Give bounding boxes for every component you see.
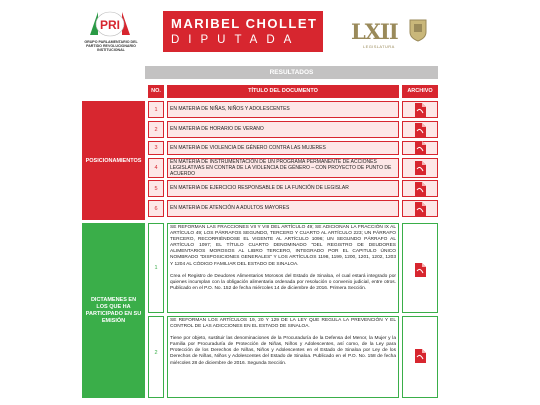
row-number: 6 xyxy=(154,205,158,212)
pri-logo xyxy=(84,8,136,38)
pdf-file-icon[interactable] xyxy=(404,121,436,138)
pdf-file-icon[interactable] xyxy=(404,180,436,197)
document-title[interactable]: EN MATERIA DE ATENCIÓN A ADULTOS MAYORES xyxy=(170,205,290,212)
column-header-file: ARCHIVO xyxy=(402,85,438,98)
document-title[interactable]: EN MATERIA DE VIOLENCIA DE GÉNERO CONTRA LAS MUJERES xyxy=(170,144,326,151)
row-number: 1 xyxy=(154,106,158,113)
dictamen-1-text xyxy=(167,225,399,292)
column-header-no: NO. xyxy=(148,85,164,98)
section-label-dictamenes: DICTAMENES EN LOS QUE HA PARTICIPADO EN SU EMISIÓN xyxy=(82,223,145,398)
document-title[interactable]: EN MATERIA DE NIÑAS, NIÑOS Y ADOLESCENTES xyxy=(170,106,290,113)
table-row xyxy=(145,141,438,155)
row-number: 1 xyxy=(154,265,158,271)
pri-logo-text: PRI xyxy=(99,18,121,32)
page-header xyxy=(0,0,540,62)
name-banner xyxy=(163,11,323,52)
party-caption: GRUPO PARLAMENTARIO DEL PARTIDO REVOLUCIONARIO INSTITUCIONAL xyxy=(84,40,138,53)
pdf-file-icon[interactable] xyxy=(404,141,436,155)
document-title[interactable]: EN MATERIA DE EJERCICIO RESPONSABLE DE LA FUNCIÓN DE LEGISLAR xyxy=(170,185,349,192)
deputy-name: MARIBEL CHOLLET xyxy=(171,16,318,31)
row-number: 4 xyxy=(154,165,158,171)
section-label-posicionamientos: POSICIONAMIENTOS xyxy=(82,101,145,220)
row-number: 2 xyxy=(154,350,158,356)
column-header-document: TÍTULO DEL DOCUMENTO xyxy=(167,85,399,98)
dictamen-2-title: SE REFORMAN LOS ARTÍCULOS 19, 20 Y 129 DE LA LEY QUE REGULA LA PREVENCIÓN Y EL CONTROL DE LAS ADICCIONES EN EL ESTADO DE SINALOA. xyxy=(170,318,396,330)
dictamen-2-body: Tiene por objeto, sustituir las denominaciones de la Procuraduría de la Defensa del Menor, la Mujer y la Familia por Procuraduría de Protección de Niñas, Niños y Adolescentes, así como, de la Ley para Protección de los Derechos de Niñas, Niños y Adolescentes en el Estado de Sinaloa por Ley de los Derechos de Niñas, Niños y Adolescentes del Estado de Sinaloa. Publicado en el P.O. No. 158 de fecha miércoles 28 de diciembre de 2016. Segunda Sección. xyxy=(170,336,396,366)
row-number: 2 xyxy=(154,126,158,133)
state-crest-icon xyxy=(408,18,428,42)
document-title[interactable]: EN MATERIA DE INSTRUMENTACIÓN DE UN PROGRAMA PERMANENTE DE ACCIONES LEGISLATIVAS EN CONTRA DE LA VIOLENCIA DE GÉNERO – CON PROYECTO DE PUNTO DE ACUERDO xyxy=(170,158,392,178)
pdf-file-icon[interactable] xyxy=(404,101,436,118)
green-cell-no-2 xyxy=(148,316,164,398)
table-row xyxy=(145,121,438,138)
row-number: 3 xyxy=(154,145,158,151)
legislature-logo xyxy=(351,17,411,51)
results-title: RESULTADOS xyxy=(145,66,438,79)
pdf-file-icon[interactable] xyxy=(414,349,426,368)
pdf-file-icon[interactable] xyxy=(404,200,436,217)
table-row xyxy=(145,158,438,178)
table-row xyxy=(145,200,438,217)
row-number: 5 xyxy=(154,185,158,192)
dictamen-1-body: Crea el Registro de Deudores Alimentarios Morosos del Estado de Sinaloa, el cual estará integrado por quienes incumplan con la obligación alimentaria ordenada por resolución o convenio judicial, entre otros. Publicado en el P.O. No. 152 de fecha miércoles 14 de diciembre de 2016. Primera Sección. xyxy=(170,273,396,291)
dictamen-2-text xyxy=(167,318,399,367)
legislature-mark: LXII xyxy=(351,19,398,44)
table-row xyxy=(145,180,438,197)
table-row xyxy=(145,101,438,118)
dictamen-1-title: SE REFORMAN LAS FRACCIONES VII Y VIII DEL ARTÍCULO 49; SE ADICIONAN LA FRACCIÓN IX AL ARTÍCULO 49; LOS PÁRRAFOS SEGUNDO, TERCERO Y CUARTO AL ARTÍCULO 223; UN PÁRRAFO TERCERO, RECORRIÉNDOSE EL VIGENTE AL ARTÍCULO 1096; UN SEGUNDO PÁRRAFO AL ARTÍCULO 1097; EL TÍTULO CUARTO DENOMINADO "DEL REGISTRO DE DEUDORES ALIMENTARIOS MOROSOS AL LIBRO TERCERO, INTEGRADO POR EL CAPITULO ÚNICO NOMBRADO "DISPOSICIONES GENERALES" Y LOS ARTÍCULOS 1198, 1199, 1200, 1201, 1202, 1203 Y 1204 AL CÓDIGO FAMILIAR DEL ESTADO DE SINALOA. xyxy=(170,225,396,267)
deputy-title: DIPUTADA xyxy=(171,34,301,46)
legislature-caption: LEGISLATURA xyxy=(363,44,395,49)
pdf-file-icon[interactable] xyxy=(414,263,426,282)
document-title[interactable]: EN MATERIA DE HORARIO DE VERANO xyxy=(170,126,264,133)
pdf-file-icon[interactable] xyxy=(404,158,436,178)
